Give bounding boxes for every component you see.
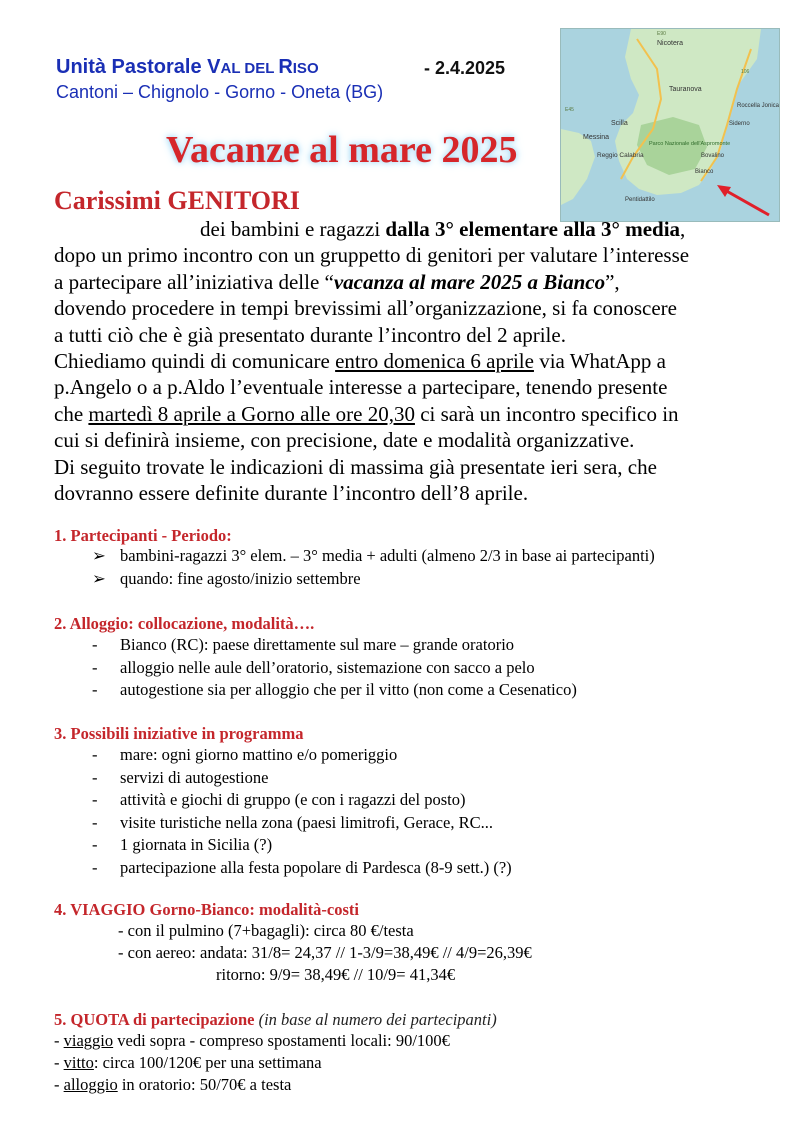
map-label: Nicotera <box>657 40 684 47</box>
list-item: - 1 giornata in Sicilia (?) <box>92 835 273 854</box>
map-label: Bianco <box>695 169 714 175</box>
arrow-bullet-icon: ➢ <box>92 568 106 588</box>
map-label: Pentidattilo <box>625 197 655 203</box>
dash-bullet: - <box>92 680 98 699</box>
intro-paragraph <box>54 216 754 506</box>
list-item: - mare: ogni giorno mattino e/o pomeriggio <box>92 745 398 764</box>
intro-line: dei bambini e ragazzi dalla 3° elementare alla 3° media, <box>200 217 686 241</box>
section-2-title: 2. Alloggio: collocazione, modalità…. <box>54 614 315 633</box>
list-item: - visite turistiche nella zona (paesi limitrofi, Gerace, RC... <box>92 812 493 832</box>
list-item: ➢ bambini-ragazzi 3° elem. – 3° media + adulti (almeno 2/3 in base ai partecipanti) <box>92 546 655 565</box>
dash-bullet: - <box>92 767 98 787</box>
list-item: - servizi di autogestione <box>92 767 269 787</box>
dash-bullet: - <box>92 857 98 877</box>
map-label: Siderno <box>729 121 750 127</box>
intro-line: dopo un primo incontro con un gruppetto di genitori per valutare l’interesse <box>54 243 690 268</box>
intro-line: Di seguito trovate le indicazioni di massima già presentate ieri sera, che <box>54 454 657 479</box>
main-title: Vacanze al mare 2025 <box>166 129 518 171</box>
list-item: - Bianco (RC): paese direttamente sul mare – grande oratorio <box>92 635 515 654</box>
calabria-map-image <box>560 28 780 222</box>
map-label: Reggio Calabria <box>597 152 644 159</box>
section-4-flight-outbound: - con aereo: andata: 31/8= 24,37 // 1-3/9=38,49€ // 4/9=26,39€ <box>118 943 532 962</box>
intro-line: dovendo procedere in tempi brevissimi all’organizzazione, si fa conoscere <box>54 296 677 321</box>
intro-line: cui si definirà insieme, con precisione, date e modalità organizzative. <box>54 428 635 453</box>
dash-bullet: - <box>92 635 98 654</box>
map-label: Scilla <box>611 120 628 127</box>
section-5-title: 5. QUOTA di partecipazione (in base al numero dei partecipanti) <box>54 1010 497 1029</box>
map-svg <box>561 29 779 221</box>
map-label: Parco Nazionale dell'Aspromonte <box>649 141 731 147</box>
section-4-title: 4. VIAGGIO Gorno-Bianco: modalità-costi <box>54 900 359 919</box>
list-item: - partecipazione alla festa popolare di Pardesca (8-9 sett.) (?) <box>92 857 512 877</box>
map-road-label: 106 <box>741 69 750 75</box>
dash-bullet: - <box>92 812 98 832</box>
section-1-list <box>92 546 772 591</box>
section-5-food: - vitto: circa 100/120€ per una settimana <box>54 1053 322 1072</box>
intro-line: dovranno essere definite durante l’incontro dell’8 aprile. <box>54 481 529 506</box>
intro-line: a partecipare all’iniziativa delle “vacanza al mare 2025 a Bianco”, <box>54 269 620 294</box>
greeting: Carissimi GENITORI <box>54 186 300 215</box>
intro-line: Chiediamo quindi di comunicare entro domenica 6 aprile via WhatApp a <box>54 349 666 374</box>
map-label: Tauranova <box>669 86 702 93</box>
intro-line: p.Angelo o a p.Aldo l’eventuale interesse a partecipare, tenendo presente <box>54 375 668 400</box>
section-5-travel: - viaggio vedi sopra - compreso spostamenti locali: 90/100€ <box>54 1031 450 1050</box>
parish-towns: Cantoni – Chignolo - Gorno - Oneta (BG) <box>56 82 384 102</box>
section-2-list <box>92 635 772 703</box>
list-item: - attività e giochi di gruppo (e con i ragazzi del posto) <box>92 790 466 809</box>
section-3-title: 3. Possibili iniziative in programma <box>54 724 304 743</box>
list-item: ➢ quando: fine agosto/inizio settembre <box>92 568 361 588</box>
section-3-list <box>92 745 772 880</box>
dash-bullet: - <box>92 745 98 764</box>
section-4-flight-return: ritorno: 9/9= 38,49€ // 10/9= 41,34€ <box>216 965 456 984</box>
list-item: - alloggio nelle aule dell’oratorio, sistemazione con sacco a pelo <box>92 657 535 677</box>
arrow-bullet-icon: ➢ <box>92 546 106 565</box>
map-road-label: E45 <box>565 107 574 113</box>
section-4-van: - con il pulmino (7+bagagli): circa 80 €/testa <box>118 921 414 940</box>
intro-line: che martedì 8 aprile a Gorno alle ore 20,30 ci sarà un incontro specifico in <box>54 401 679 426</box>
parish-name: Unità Pastorale VAL DEL RISO <box>56 56 319 78</box>
map-label: Roccella Jonica <box>737 103 779 109</box>
document-date: - 2.4.2025 <box>424 58 506 78</box>
section-5-lodging: - alloggio in oratorio: 50/70€ a testa <box>54 1075 292 1094</box>
map-label: Bovalino <box>701 153 725 159</box>
dash-bullet: - <box>92 790 98 809</box>
list-item: - autogestione sia per alloggio che per il vitto (non come a Cesenatico) <box>92 680 577 699</box>
dash-bullet: - <box>92 657 98 677</box>
dash-bullet: - <box>92 835 98 854</box>
map-label: Messina <box>583 134 610 141</box>
map-road-label: E90 <box>657 31 666 37</box>
section-1-title: 1. Partecipanti - Periodo: <box>54 526 232 545</box>
intro-line: a tutti ciò che è già presentato durante l’incontro del 2 aprile. <box>54 322 566 347</box>
